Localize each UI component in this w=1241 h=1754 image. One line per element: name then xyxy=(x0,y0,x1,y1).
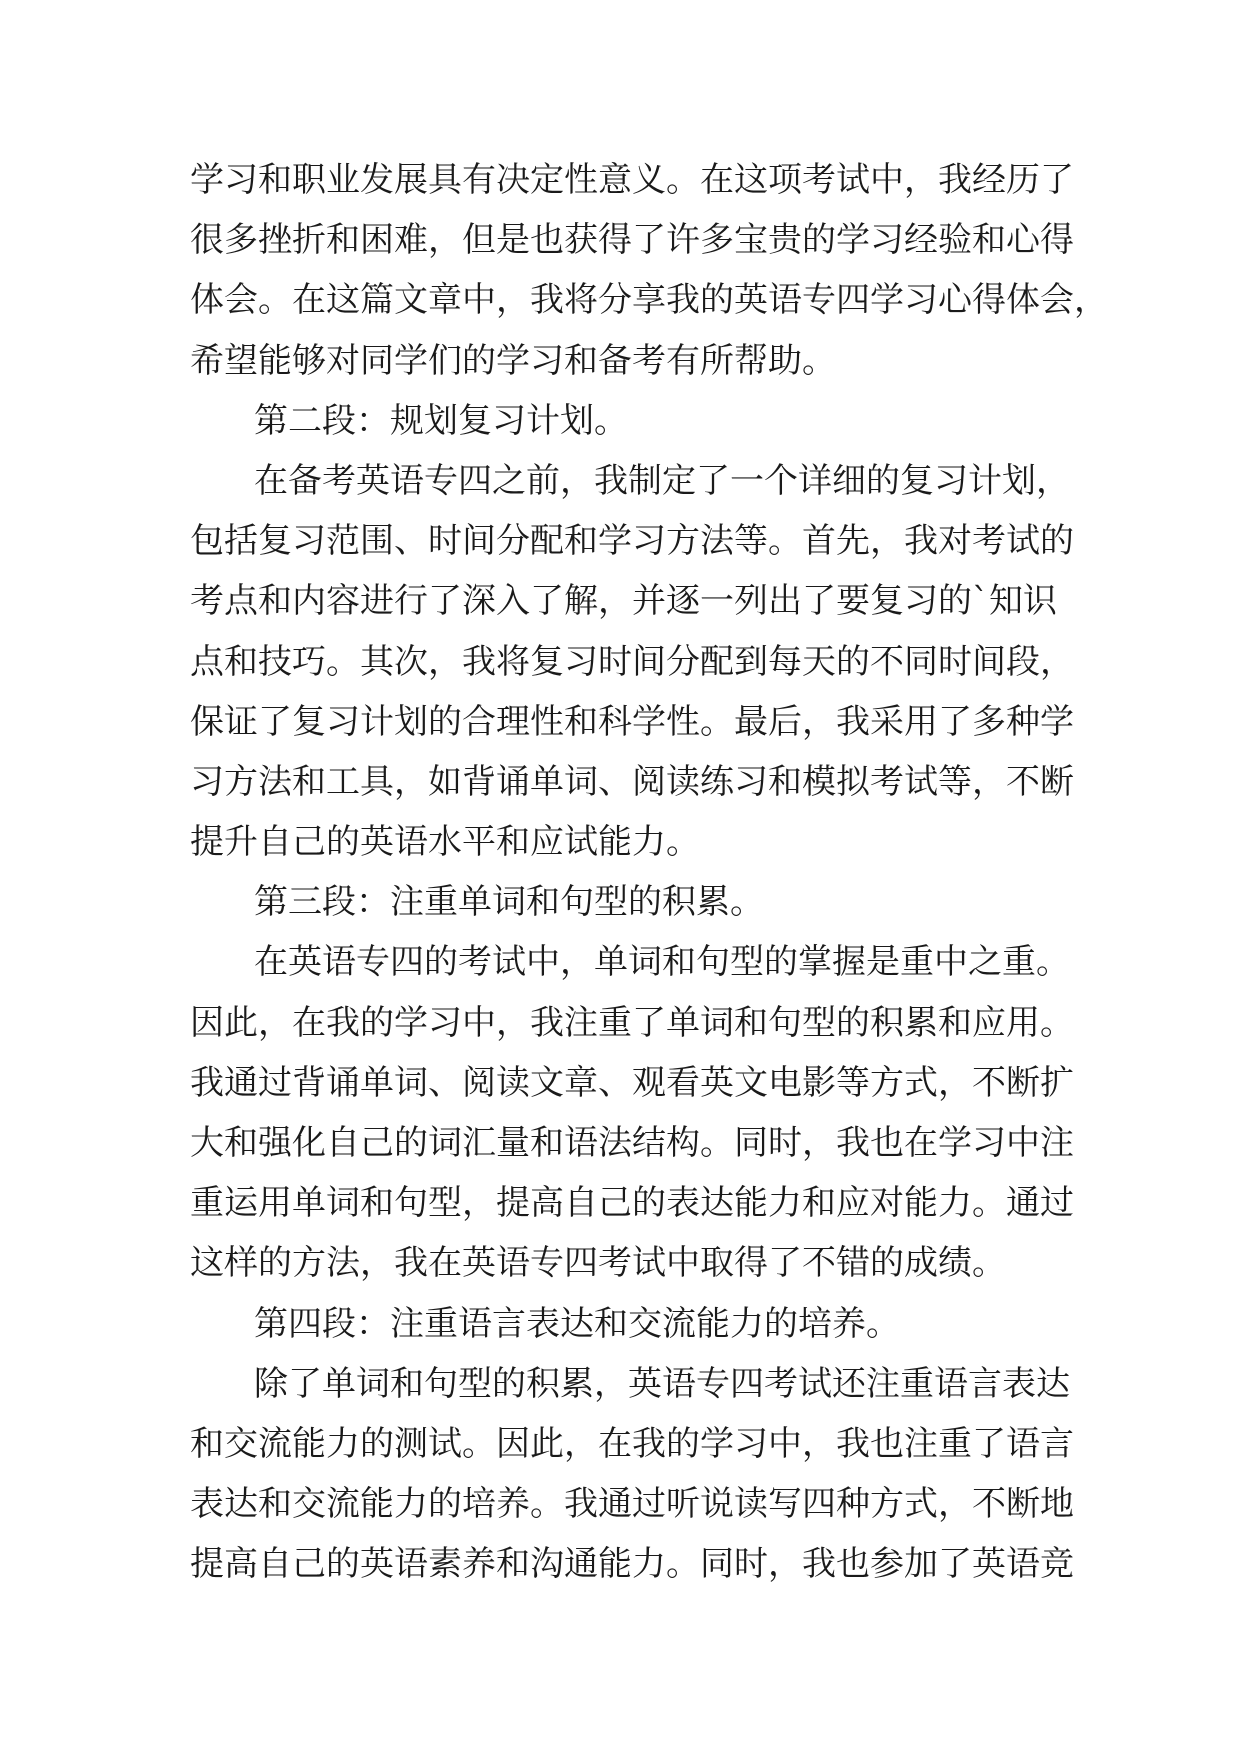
text-line: 除了单词和句型的积累，英语专四考试还注重语言表达 xyxy=(254,1363,1070,1404)
text-line: 大和强化自己的词汇量和语法结构。同时，我也在学习中注 xyxy=(190,1123,1074,1163)
section-heading: 第三段：注重单词和句型的积累。 xyxy=(254,882,764,923)
text-line: 包括复习范围、时间分配和学习方法等。首先，我对考试的 xyxy=(190,521,1074,562)
text-line: 因此，在我的学习中，我注重了单词和句型的积累和应用。 xyxy=(190,1002,1074,1043)
text-line: 提升自己的英语水平和应试能力。 xyxy=(190,822,700,863)
text-line: 在备考英语专四之前，我制定了一个详细的复习计划， xyxy=(254,460,1070,501)
text-line: 保证了复习计划的合理性和科学性。最后，我采用了多种学 xyxy=(190,701,1074,742)
text-line: 和交流能力的测试。因此，在我的学习中，我也注重了语言 xyxy=(190,1423,1074,1464)
document-body xyxy=(190,150,1108,1595)
text-line: 我通过背诵单词、阅读文章、观看英文电影等方式，不断扩 xyxy=(190,1062,1074,1103)
text-line: 习方法和工具，如背诵单词、阅读练习和模拟考试等，不断 xyxy=(190,761,1074,802)
text-line: 表达和交流能力的培养。我通过听说读写四种方式，不断地 xyxy=(190,1484,1074,1525)
text-line: 希望能够对同学们的学习和备考有所帮助。 xyxy=(190,340,836,381)
text-line: 学习和职业发展具有决定性意义。在这项考试中，我经历了 xyxy=(190,160,1074,200)
text-line: 点和技巧。其次，我将复习时间分配到每天的不同时间段， xyxy=(190,641,1074,682)
text-line: 提高自己的英语素养和沟通能力。同时，我也参加了英语竞 xyxy=(190,1544,1074,1585)
text-line: 重运用单词和句型，提高自己的表达能力和应对能力。通过 xyxy=(190,1183,1074,1224)
text-line: 体会。在这篇文章中，我将分享我的英语专四学习心得体会， xyxy=(190,280,1108,321)
section-heading: 第二段：规划复习计划。 xyxy=(254,400,628,441)
text-line: 很多挫折和困难，但是也获得了许多宝贵的学习经验和心得 xyxy=(190,220,1074,261)
text-line: 这样的方法，我在英语专四考试中取得了不错的成绩。 xyxy=(190,1243,1006,1284)
text-line: 考点和内容进行了深入了解，并逐一列出了要复习的`知识 xyxy=(190,581,1057,622)
text-line: 在英语专四的考试中，单词和句型的掌握是重中之重。 xyxy=(254,942,1070,983)
section-heading: 第四段：注重语言表达和交流能力的培养。 xyxy=(254,1303,900,1344)
